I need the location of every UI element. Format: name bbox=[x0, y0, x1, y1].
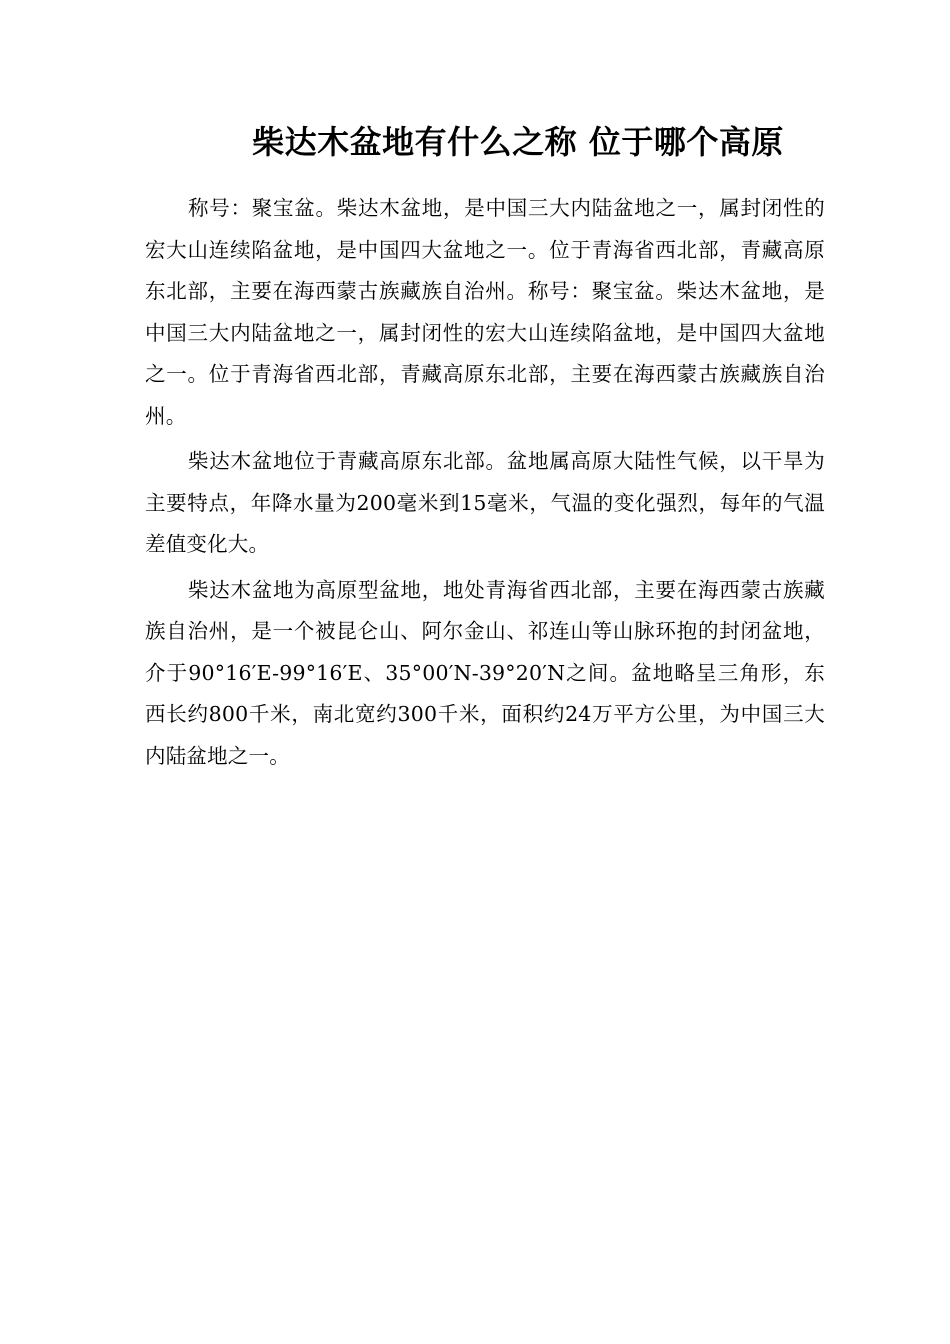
document-body bbox=[145, 188, 825, 781]
paragraph-nickname: 称号：聚宝盆。柴达木盆地，是中国三大内陆盆地之一，属封闭性的宏大山连续陷盆地，是中国四大盆地之一。位于青海省西北部，青藏高原东北部，主要在海西蒙古族藏族自治州。称号：聚宝盆。柴达木盆地，是中国三大内陆盆地之一，属封闭性的宏大山连续陷盆地，是中国四大盆地之一。位于青海省西北部，青藏高原东北部，主要在海西蒙古族藏族自治州。 bbox=[145, 196, 825, 428]
paragraph-climate: 柴达木盆地位于青藏高原东北部。盆地属高原大陆性气候，以干旱为主要特点，年降水量为200毫米到15毫米，气温的变化强烈，每年的气温差值变化大。 bbox=[145, 449, 825, 556]
paragraph-geography: 柴达木盆地为高原型盆地，地处青海省西北部，主要在海西蒙古族藏族自治州，是一个被昆仑山、阿尔金山、祁连山等山脉环抱的封闭盆地，介于90°16′E-99°16′E、35°00′N-39°20′N之间。盆地略呈三角形，东西长约800千米，南北宽约300千米，面积约24万平方公里，为中国三大内陆盆地之一。 bbox=[145, 577, 825, 768]
document-title: 柴达木盆地有什么之称 位于哪个高原 bbox=[252, 123, 784, 161]
